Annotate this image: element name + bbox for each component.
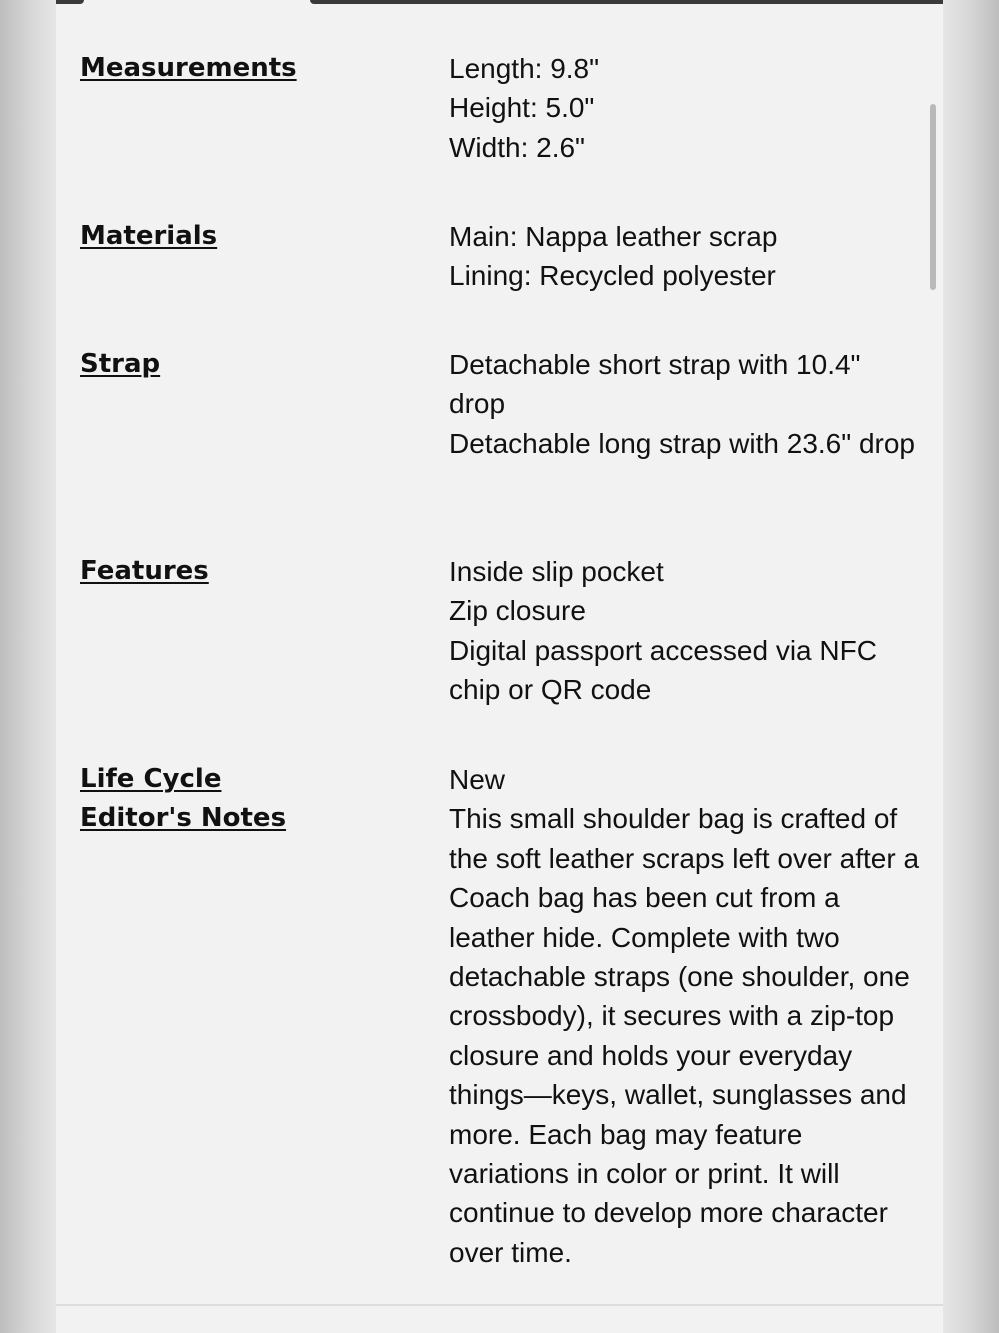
bottom-divider bbox=[56, 1304, 943, 1306]
life-cycle-and-notes-values bbox=[449, 760, 919, 1272]
feature-digital-passport: Digital passport accessed via NFC chip or QR code bbox=[449, 634, 877, 706]
materials-values bbox=[449, 217, 919, 296]
product-details-panel bbox=[56, 0, 943, 1333]
editors-notes-label: Editor's Notes bbox=[80, 803, 287, 833]
measurements-values bbox=[449, 49, 919, 167]
strap-short: Detachable short strap with 10.4" drop bbox=[449, 349, 861, 420]
strap-values bbox=[449, 345, 919, 463]
editors-notes-text: This small shoulder bag is crafted of the soft leather scraps left over after a Coach bag has been cut from a leather hide. Complete with two detachable straps (one shoulder, one crossbody), it secures with a zip-top closure and holds your everyday things—keys, wallet, sunglasses and more. Each bag may feature variations in color or print. It will continue to develop more character over time. bbox=[449, 803, 920, 1268]
measurement-height: Height: 5.0" bbox=[449, 92, 595, 124]
life-cycle-value: New bbox=[449, 764, 506, 795]
scrollbar-thumb[interactable] bbox=[930, 104, 936, 290]
feature-slip-pocket: Inside slip pocket bbox=[449, 556, 664, 587]
features-label: Features bbox=[80, 556, 209, 586]
features-values bbox=[449, 552, 919, 710]
measurement-length: Length: 9.8" bbox=[449, 53, 600, 84]
material-main: Main: Nappa leather scrap bbox=[449, 221, 778, 252]
feature-zip-closure: Zip closure bbox=[449, 595, 586, 627]
life-cycle-label: Life Cycle bbox=[80, 764, 222, 794]
top-tab-left bbox=[56, 0, 84, 4]
strap-label: Strap bbox=[80, 349, 161, 379]
measurement-width: Width: 2.6" bbox=[449, 131, 585, 163]
materials-label: Materials bbox=[80, 221, 218, 251]
top-tab-right bbox=[310, 0, 943, 4]
strap-long: Detachable long strap with 23.6" drop bbox=[449, 427, 916, 459]
measurements-label: Measurements bbox=[80, 53, 297, 83]
material-lining: Lining: Recycled polyester bbox=[449, 260, 776, 292]
